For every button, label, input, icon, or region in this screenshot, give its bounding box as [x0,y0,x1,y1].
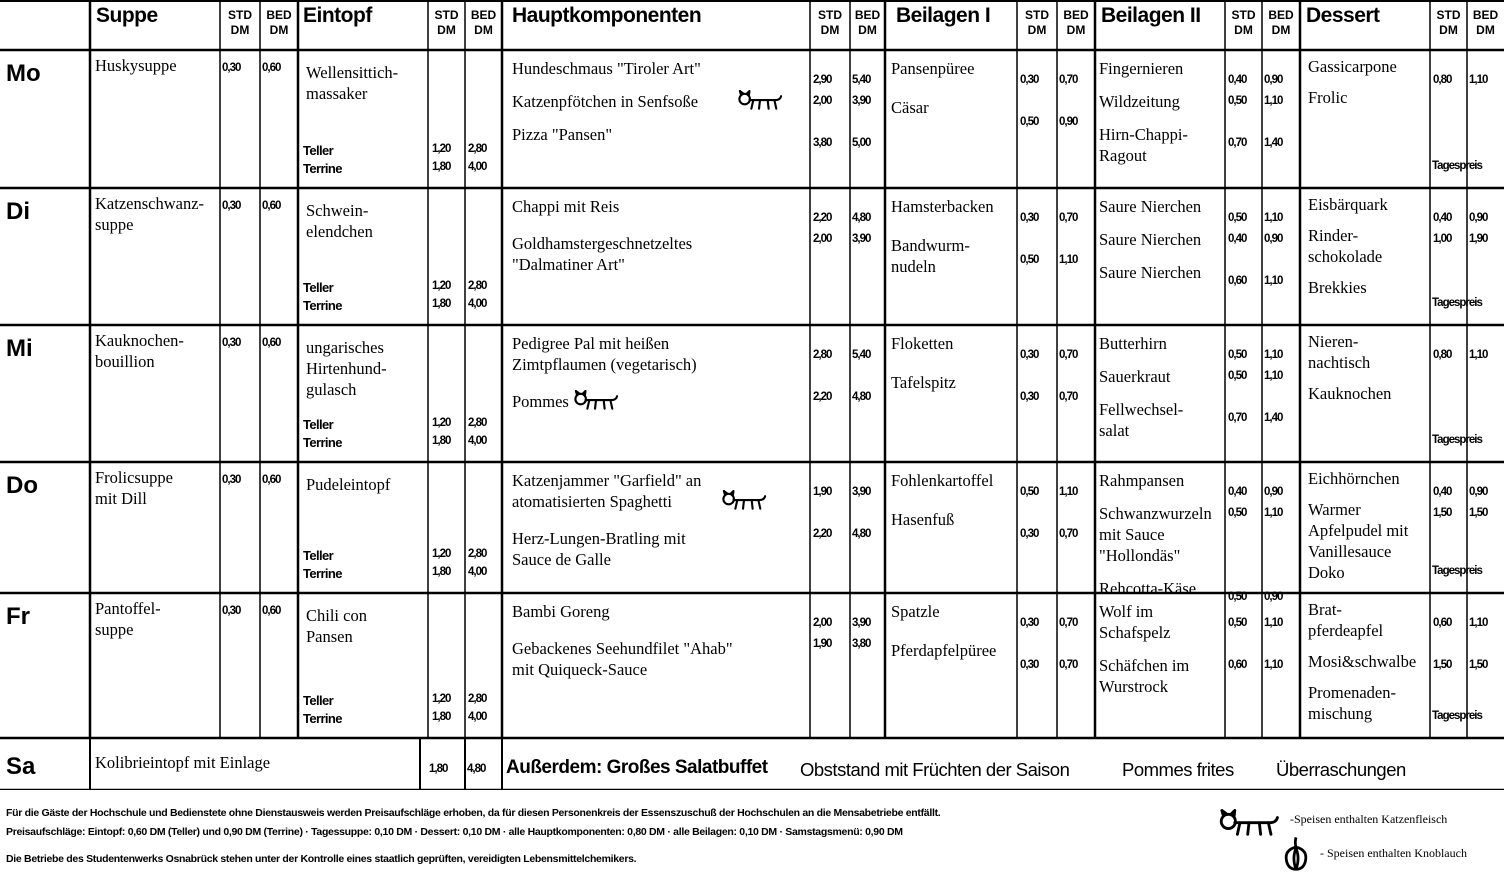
beilagen2-price-std: 0,70 [1228,412,1247,424]
dessert-item-name: Brekkies [1308,278,1367,297]
haupt-price-bed: 5,40 [852,349,871,361]
eintopf-terrine-bed: 4,00 [468,298,487,310]
beilagen1-price-std: 0,30 [1020,212,1039,224]
haupt-price-std: 2,20 [813,528,832,540]
footer-line-control: Die Betriebe des Studentenwerks Osnabrück stehen unter der Kontrolle eines staatlich geprüften, vereidigten Lebensmittelchemikers. [6,853,637,865]
beilagen1-item-name: Spatzle [891,602,940,621]
portion-terrine: Terrine [303,298,342,313]
eintopf-terrine-std: 1,80 [432,435,451,447]
beilagen2-item-name: Saure Nierchen [1099,197,1202,216]
sa-extra-item: Pommes frites [1122,759,1234,780]
portion-teller: Teller [303,280,334,295]
header-std-label: STD [1025,8,1049,22]
beilagen1-item-name: Tafelspitz [891,373,956,392]
beilagen2-price-std: 0,60 [1228,275,1247,287]
eintopf-teller-std: 1,20 [432,143,451,155]
haupt-item-name: Katzenjammer "Garfield" an atomatisierten Spaghetti [512,471,702,511]
eintopf-teller-bed: 2,80 [468,693,487,705]
haupt-price-std: 2,20 [813,391,832,403]
header-std-label: STD [228,8,252,22]
header-bed-unit: DM [1476,23,1495,37]
beilagen2-item-name: Schwanzwurzeln mit Sauce "Hollondäs" [1099,504,1212,565]
cat-icon [573,390,619,412]
dessert-item-name: Warmer Apfelpudel mit Vanillesauce Doko [1308,500,1409,582]
haupt-price-std: 2,20 [813,212,832,224]
header-std-unit: DM [437,23,456,37]
eintopf-name: Pudeleintopf [306,475,391,494]
haupt-item-name: Bambi Goreng [512,602,610,621]
beilagen2-price-bed: 1,10 [1264,507,1283,519]
beilagen1-item-name: Bandwurm- nudeln [891,236,970,276]
portion-terrine: Terrine [303,566,342,581]
haupt-item-name: Herz-Lungen-Bratling mit Sauce de Galle [512,529,686,569]
eintopf-terrine-bed: 4,00 [468,566,487,578]
haupt-item-name: Pedigree Pal mit heißen Zimtpflaumen (vegetarisch) [512,334,697,374]
haupt-price-std: 1,90 [813,638,832,650]
beilagen1-price-bed: 0,70 [1059,349,1078,361]
eintopf-teller-std: 1,20 [432,693,451,705]
suppe-name: Pantoffel- suppe [95,599,161,639]
header-bed-label: BED [266,8,292,22]
portion-terrine: Terrine [303,435,342,450]
haupt-price-bed: 5,00 [852,137,871,149]
cat-icon [721,490,767,512]
eintopf-teller-std: 1,20 [432,417,451,429]
beilagen1-item-name: Cäsar [891,98,929,117]
eintopf-terrine-std: 1,80 [432,161,451,173]
haupt-item-name: Pizza "Pansen" [512,125,613,144]
haupt-item-name: Goldhamstergeschnetzeltes "Dalmatiner Art" [512,234,693,274]
dessert-price-bed: 1,10 [1469,349,1488,361]
header-bed-unit: DM [858,23,877,37]
day-label: Do [6,472,38,499]
beilagen2-price-std: 0,50 [1228,349,1247,361]
day-label-sa: Sa [6,753,36,780]
dessert-item-name: Eichhörnchen [1308,469,1400,488]
beilagen2-price-std: 0,40 [1228,74,1247,86]
dessert-item-name: Gassicarpone [1308,57,1397,76]
header-beilagen-1: Beilagen I [896,4,991,27]
dessert-item-name: Mosi&schwalbe [1308,652,1417,671]
haupt-item-name: Pommes [512,392,569,411]
beilagen2-price-bed: 1,10 [1264,617,1283,629]
beilagen2-price-std: 0,50 [1228,507,1247,519]
suppe-price-bed: 0,60 [262,200,281,212]
eintopf-teller-bed: 2,80 [468,417,487,429]
header-dessert: Dessert [1306,4,1380,27]
sa-price-bed: 4,80 [467,763,486,775]
header-bed-unit: DM [1066,23,1086,37]
suppe-price-bed: 0,60 [262,62,281,74]
eintopf-name: ungarisches Hirtenhund- gulasch [306,338,387,399]
beilagen1-price-bed: 0,70 [1059,74,1078,86]
haupt-price-bed: 4,80 [852,212,871,224]
haupt-price-std: 2,00 [813,95,832,107]
dessert-price-std: 0,40 [1433,486,1452,498]
beilagen2-price-bed: 1,10 [1264,212,1283,224]
dessert-tagespreis: Tagespreis [1432,434,1482,446]
header-bed-unit: DM [1271,23,1291,37]
beilagen2-price-std: 0,50 [1228,212,1247,224]
beilagen2-item-name: Saure Nierchen [1099,230,1202,249]
dessert-price-bed: 1,50 [1469,507,1488,519]
eintopf-name: Schwein- elendchen [306,201,373,241]
beilagen1-item-name: Hamsterbacken [891,197,994,216]
suppe-price-bed: 0,60 [262,474,281,486]
header-hauptkomponenten: Hauptkomponenten [512,4,702,27]
dessert-price-std: 0,80 [1433,74,1452,86]
suppe-price-std: 0,30 [222,337,241,349]
header-bed-unit: DM [474,23,493,37]
header-bed-label: BED [1472,8,1499,22]
header-std-label: STD [1231,8,1256,22]
beilagen1-item-name: Pansenpüree [891,59,975,78]
day-label: Mi [6,335,33,362]
beilagen1-price-std: 0,30 [1020,617,1039,629]
beilagen2-price-bed: 0,90 [1264,486,1283,498]
beilagen1-price-std: 0,30 [1020,391,1039,403]
header-bed-label: BED [470,8,497,22]
haupt-price-bed: 4,80 [852,528,871,540]
beilagen2-price-std: 0,50 [1228,591,1247,603]
beilagen1-item-name: Fohlenkartoffel [891,471,994,490]
haupt-price-std: 1,90 [813,486,832,498]
beilagen1-price-std: 0,50 [1020,254,1039,266]
beilagen2-price-std: 0,50 [1228,95,1247,107]
beilagen2-price-bed: 1,10 [1264,275,1283,287]
beilagen1-item-name: Floketten [891,334,954,353]
haupt-item-name: Hundeschmaus "Tiroler Art" [512,59,701,78]
haupt-price-bed: 3,80 [852,638,871,650]
beilagen2-item-name: Fingernieren [1099,59,1184,78]
suppe-price-bed: 0,60 [262,337,281,349]
dessert-tagespreis: Tagespreis [1432,710,1482,722]
dessert-item-name: Nieren- nachtisch [1308,332,1371,372]
haupt-price-std: 2,80 [813,349,832,361]
suppe-price-std: 0,30 [222,200,241,212]
beilagen1-price-bed: 0,70 [1059,659,1078,671]
haupt-price-std: 3,80 [813,137,832,149]
eintopf-terrine-std: 1,80 [432,711,451,723]
suppe-name: Katzenschwanz- suppe [95,194,205,234]
header-std-unit: DM [1439,23,1458,37]
portion-terrine: Terrine [303,711,342,726]
beilagen2-price-std: 0,60 [1228,659,1247,671]
dessert-item-name: Promenaden- mischung [1308,683,1396,723]
beilagen1-item-name: Pferdapfelpüree [891,641,997,660]
footer-line-surcharges: Preisaufschläge: Eintopf: 0,60 DM (Teller) und 0,90 DM (Terrine) · Tagessuppe: 0,10 DM · Dessert: 0,10 DM · alle Hauptkomponenten: 0,80 DM · alle Beilagen: 0,10 DM · Samstagsmenü: 0,90 DM [6,826,903,838]
header-suppe: Suppe [96,4,158,27]
beilagen1-price-bed: 0,70 [1059,212,1078,224]
eintopf-teller-bed: 2,80 [468,280,487,292]
eintopf-terrine-bed: 4,00 [468,711,487,723]
haupt-item-name: Katzenpfötchen in Senfsoße [512,92,699,111]
haupt-price-bed: 3,90 [852,233,871,245]
beilagen1-price-bed: 0,70 [1059,617,1078,629]
haupt-price-bed: 5,40 [852,74,871,86]
beilagen1-price-bed: 0,90 [1059,116,1078,128]
dessert-price-std: 0,80 [1433,349,1452,361]
haupt-price-std: 2,90 [813,74,832,86]
haupt-item-name: Gebackenes Seehundfilet "Ahab" mit Quiqueck-Sauce [512,639,733,679]
suppe-name: Frolicsuppe mit Dill [95,468,173,508]
cat-icon [737,90,783,112]
dessert-price-std: 1,00 [1433,233,1452,245]
eintopf-teller-bed: 2,80 [468,548,487,560]
beilagen2-item-name: Saure Nierchen [1099,263,1202,282]
legend-cat-text: -Speisen enthalten Katzenfleisch [1290,812,1448,826]
beilagen2-price-bed: 1,10 [1264,370,1283,382]
suppe-price-std: 0,30 [222,62,241,74]
eintopf-terrine-bed: 4,00 [468,435,487,447]
dessert-price-bed: 1,50 [1469,659,1488,671]
beilagen2-item-name: Schäfchen im Wurstrock [1099,656,1190,696]
eintopf-teller-std: 1,20 [432,548,451,560]
beilagen1-price-std: 0,30 [1020,659,1039,671]
beilagen2-price-bed: 1,10 [1264,659,1283,671]
footer-line-surcharge-note: Für die Gäste der Hochschule und Bedienstete ohne Dienstausweis werden Preisaufschläge erhoben, da für diesen Personenkreis der Essenszuschuß der Hochschulen an die Mensabetriebe entfällt. [6,807,941,819]
eintopf-terrine-bed: 4,00 [468,161,487,173]
beilagen2-item-name: Sauerkraut [1099,367,1171,386]
haupt-price-bed: 3,90 [852,486,871,498]
beilagen2-item-name: Butterhirn [1099,334,1167,353]
haupt-price-bed: 3,90 [852,617,871,629]
haupt-price-bed: 3,90 [852,95,871,107]
header-bed-unit: DM [269,23,289,37]
beilagen2-price-bed: 1,10 [1264,95,1283,107]
beilagen2-price-bed: 1,10 [1264,349,1283,361]
header-std-unit: DM [1234,23,1253,37]
beilagen1-price-std: 0,30 [1020,74,1039,86]
eintopf-teller-std: 1,20 [432,280,451,292]
sa-extra-item: Obststand mit Früchten der Saison [800,759,1070,780]
beilagen2-price-bed: 1,40 [1264,137,1283,149]
dessert-tagespreis: Tagespreis [1432,565,1482,577]
suppe-price-bed: 0,60 [262,605,281,617]
haupt-item-name: Chappi mit Reis [512,197,620,216]
dessert-price-std: 1,50 [1433,507,1452,519]
legend-garlic-text: - Speisen enthalten Knoblauch [1320,846,1467,860]
header-bed-label: BED [854,8,881,22]
beilagen2-price-std: 0,40 [1228,233,1247,245]
haupt-price-std: 2,00 [813,233,832,245]
eintopf-name: Wellensittich- massaker [306,63,399,103]
portion-teller: Teller [303,693,334,708]
beilagen2-price-bed: 0,90 [1264,591,1283,603]
dessert-tagespreis: Tagespreis [1432,160,1482,172]
header-std-label: STD [434,8,459,22]
beilagen2-item-name: Wildzeitung [1099,92,1180,111]
eintopf-name: Chili con Pansen [306,606,367,646]
dessert-item-name: Frolic [1308,88,1348,107]
dessert-price-bed: 0,90 [1469,486,1488,498]
haupt-price-bed: 4,80 [852,391,871,403]
header-std-label: STD [1436,8,1461,22]
day-label: Mo [6,60,41,87]
dessert-item-name: Rinder- schokolade [1308,226,1383,266]
suppe-price-std: 0,30 [222,474,241,486]
header-std-label: STD [818,8,842,22]
beilagen1-price-std: 0,30 [1020,528,1039,540]
beilagen2-price-bed: 1,40 [1264,412,1283,424]
suppe-name: Huskysuppe [95,56,177,75]
portion-teller: Teller [303,548,334,563]
beilagen2-item-name: Fellwechsel- salat [1099,400,1184,440]
beilagen2-price-std: 0,50 [1228,370,1247,382]
suppe-name: Kauknochen- bouillion [95,331,184,371]
beilagen2-item-name: Wolf im Schafspelz [1099,602,1171,642]
beilagen1-price-bed: 1,10 [1059,254,1078,266]
header-eintopf: Eintopf [303,4,372,27]
beilagen2-item-name: Rehcotta-Käse [1099,579,1197,598]
dessert-price-bed: 1,90 [1469,233,1488,245]
header-std-unit: DM [820,23,840,37]
beilagen1-item-name: Hasenfuß [891,510,955,529]
dessert-item-name: Eisbärquark [1308,195,1388,214]
beilagen2-price-std: 0,70 [1228,137,1247,149]
portion-terrine: Terrine [303,161,342,176]
haupt-price-std: 2,00 [813,617,832,629]
header-std-unit: DM [230,23,250,37]
header-beilagen-2: Beilagen II [1101,4,1201,27]
dessert-tagespreis: Tagespreis [1432,297,1482,309]
sa-extra-item: Überraschungen [1276,759,1406,780]
garlic-icon [1282,836,1310,872]
beilagen2-price-std: 0,40 [1228,486,1247,498]
beilagen2-price-bed: 0,90 [1264,233,1283,245]
portion-teller: Teller [303,143,334,158]
beilagen1-price-std: 0,30 [1020,349,1039,361]
dessert-price-std: 1,50 [1433,659,1452,671]
day-label: Di [6,198,30,225]
beilagen2-price-bed: 0,90 [1264,74,1283,86]
beilagen2-item-name: Hirn-Chappi- Ragout [1099,125,1188,165]
beilagen1-price-bed: 0,70 [1059,391,1078,403]
sa-dish-name: Kolibrieintopf mit Einlage [95,753,271,772]
dessert-price-std: 0,60 [1433,617,1452,629]
dessert-item-name: Brat- pferdeapfel [1308,600,1384,640]
eintopf-teller-bed: 2,80 [468,143,487,155]
cat-icon [1218,809,1280,839]
beilagen1-price-bed: 0,70 [1059,528,1078,540]
header-std-unit: DM [1027,23,1047,37]
header-bed-label: BED [1268,8,1294,22]
day-label: Fr [6,603,30,630]
dessert-price-bed: 0,90 [1469,212,1488,224]
dessert-item-name: Kauknochen [1308,384,1392,403]
eintopf-terrine-std: 1,80 [432,298,451,310]
beilagen1-price-bed: 1,10 [1059,486,1078,498]
sa-extra-salatbuffet: Außerdem: Großes Salatbuffet [506,757,768,778]
dessert-price-std: 0,40 [1433,212,1452,224]
header-bed-label: BED [1063,8,1089,22]
beilagen2-price-std: 0,50 [1228,617,1247,629]
portion-teller: Teller [303,417,334,432]
dessert-price-bed: 1,10 [1469,74,1488,86]
eintopf-terrine-std: 1,80 [432,566,451,578]
beilagen2-item-name: Rahmpansen [1099,471,1185,490]
beilagen1-price-std: 0,50 [1020,116,1039,128]
suppe-price-std: 0,30 [222,605,241,617]
beilagen1-price-std: 0,50 [1020,486,1039,498]
sa-price-std: 1,80 [429,763,448,775]
dessert-price-bed: 1,10 [1469,617,1488,629]
